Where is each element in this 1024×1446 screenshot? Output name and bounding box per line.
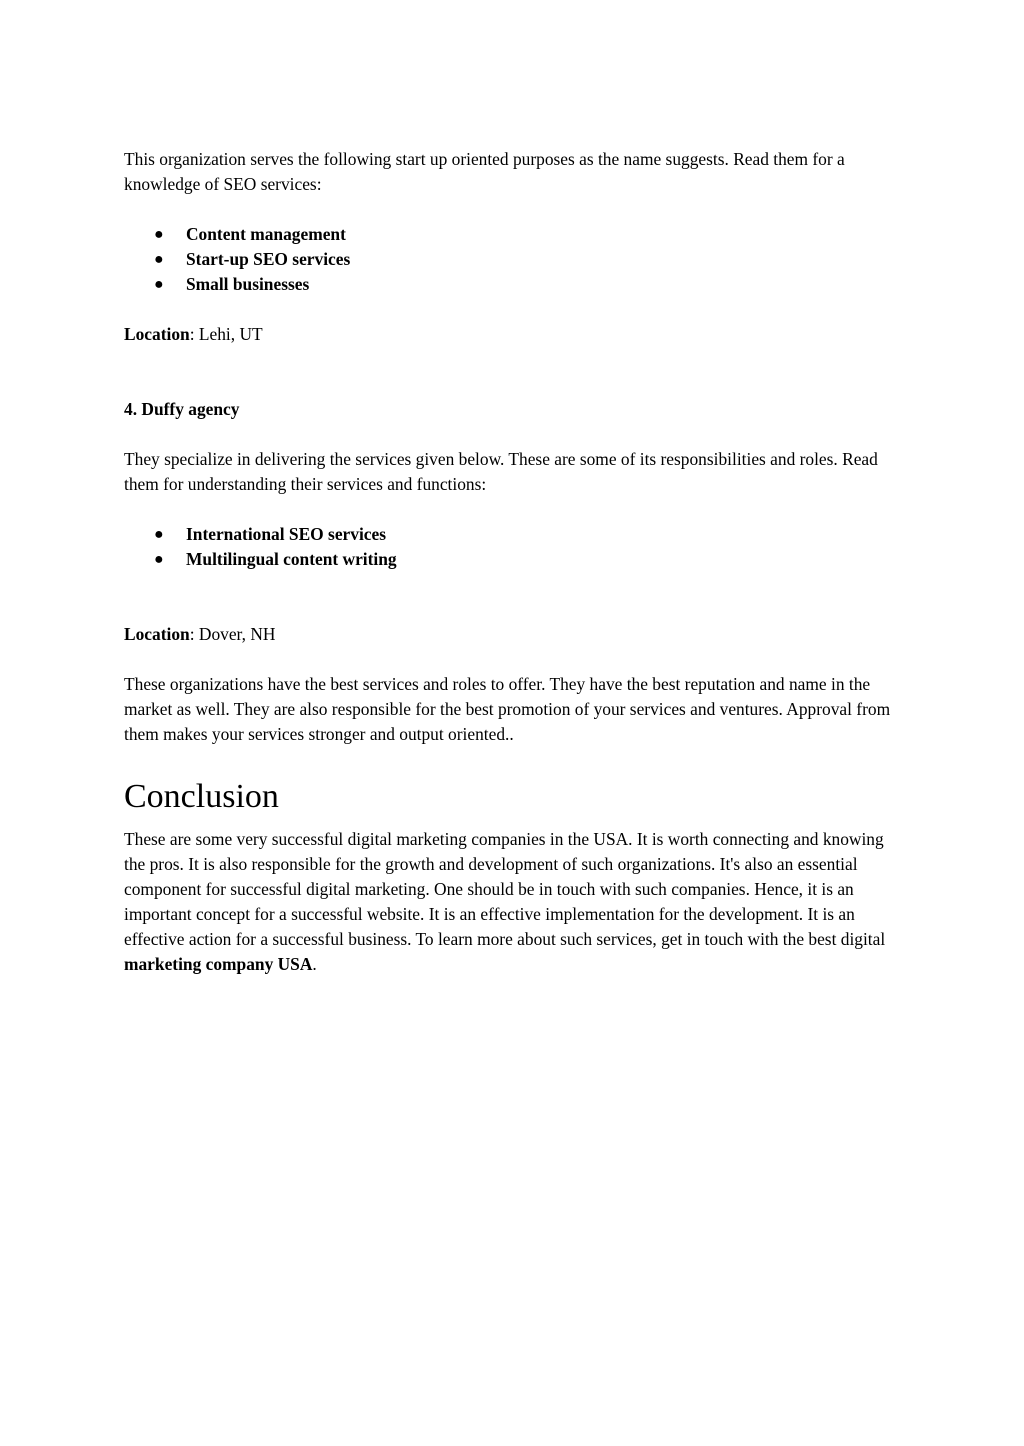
bullet-icon: ● [154,551,164,568]
services-list-1 [124,222,904,297]
services-list-2 [124,522,904,572]
marketing-company-link[interactable]: marketing company USA [124,954,313,974]
section-paragraph-duffy: They specialize in delivering the services given below. These are some of its responsibilities and roles. Read them for understanding their services and functions: [124,449,878,494]
list-item: ● Multilingual content writing [124,547,904,572]
bullet-icon: ● [154,276,164,293]
summary-paragraph: These organizations have the best services and roles to offer. They have the best reputation and name in the market as well. They are also responsible for the best promotion of your services and ventures. Approval from them makes your services stronger and output oriented.. [124,674,891,744]
location-line-1 [124,322,904,347]
document-page [124,147,904,977]
location-label: Location [124,624,190,644]
conclusion-heading: Conclusion [124,778,279,815]
list-item: ● Content management [124,222,904,247]
bullet-icon: ● [154,251,164,268]
location-line-2 [124,622,904,647]
section-title-duffy-agency: 4. Duffy agency [124,399,240,419]
location-value: : Lehi, UT [189,324,263,344]
bullet-icon: ● [154,226,164,243]
list-item: ● Start-up SEO services [124,247,904,272]
list-item: ● Small businesses [124,272,904,297]
intro-paragraph: This organization serves the following start up oriented purposes as the name suggests. Read them for a knowledge of SEO services: [124,149,845,194]
bullet-icon: ● [154,526,164,543]
location-value: : Dover, NH [189,624,276,644]
location-label: Location [124,324,190,344]
conclusion-paragraph: These are some very successful digital marketing companies in the USA. It is worth connecting and knowing the pros. It is also responsible for the growth and development of such organizations. It's also an essential component for successful digital marketing. One should be in touch with such companies. Hence, it is an important concept for a successful website. It is an effective implementation for the development. It is an effective action for a successful business. To learn more about such services, get in touch with the best digital marketing company USA. [124,829,886,974]
list-item: ● International SEO services [124,522,904,547]
